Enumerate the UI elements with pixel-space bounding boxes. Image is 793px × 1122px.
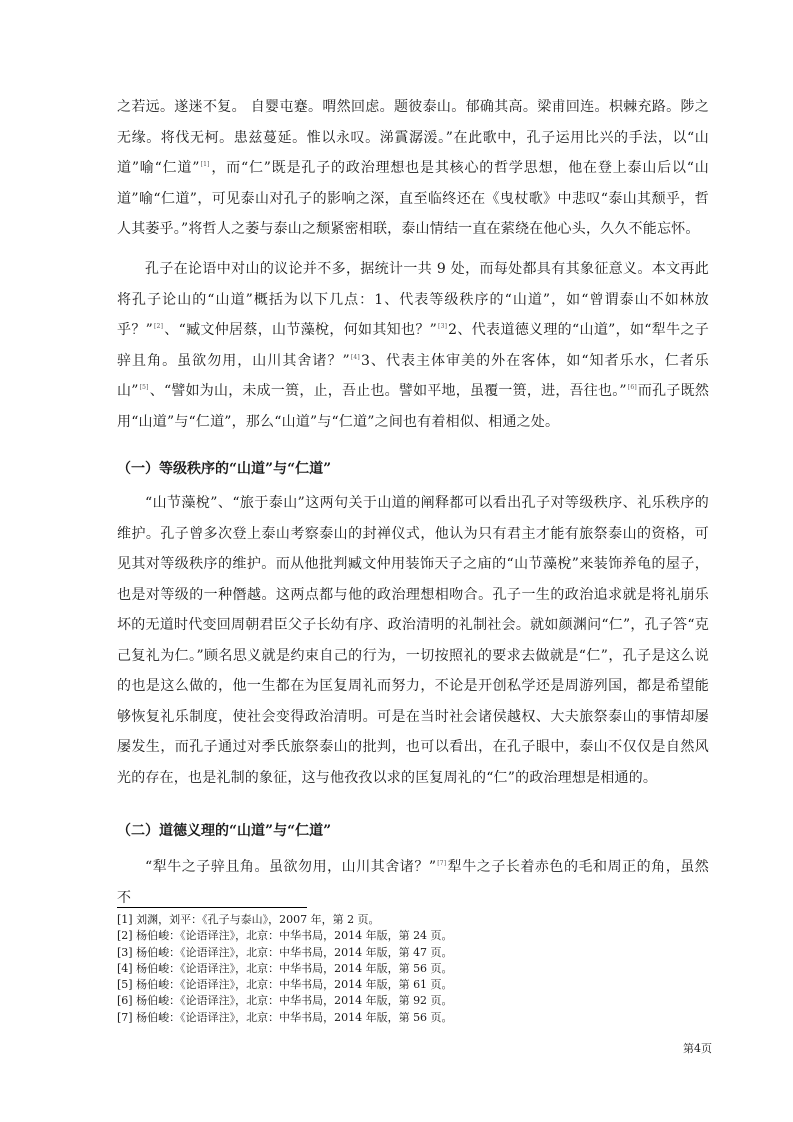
paragraph-3 [117, 488, 709, 793]
paragraph-text: “山节藻梲”、“旅于泰山”这两句关于山道的阐释都可以看出孔子对等级秩序、礼乐秩序的维护。孔子曾多次登上泰山考察泰山的封禅仪式，他认为只有君主才能有旅祭泰山的资格，可见其对等级秩序的维护。而从他批判臧文仲用装饰天子之庙的“山节藻梲”来装饰养龟的屋子，也是对等级的一种僭越。这两点都与他的政治理想相吻合。孔子一生的政治追求就是将礼崩乐坏的无道时代变回周朝君臣父子长幼有序、政治清明的礼制社会。就如颜渊问“仁”，孔子答“克己复礼为仁。”顾名思义就是约束自己的行为，一切按照礼的要求去做就是“仁”，孔子是这么说的也是这么做的，他一生都在为匡复周礼而努力，不论是开创私学还是周游列国，都是希望能够恢复礼乐制度，使社会变得政治清明。可是在当时社会诸侯越权、大夫旅祭泰山的事情却屡屡发生，而孔子通过对季氏旅祭泰山的批判，也可以看出，在孔子眼中，泰山不仅仅是自然风光的存在，也是礼制的象征，这与他孜孜以求的匡复周礼的“仁”的政治理想是相通的。 [117, 495, 709, 786]
footnote-2: [2] 杨伯峻：《论语译注》，北京：中华书局，2014 年版，第 24 页。 [117, 929, 453, 943]
paragraph-text: 3、代表主体审美的外在客体，如“知者乐水，仁者乐山” [117, 352, 709, 399]
paragraph-text: 孔子在论语中对山的议论并不多，据统计一共 9 处，而每处都具有其象征意义。本文再此将孔子论山的“山道”概括为以下几点：1、代表等级秩序的“山道”，如“曾谓泰山不如林放乎？” [117, 261, 709, 338]
paragraph-text: ，而“仁”既是孔子的政治理想也是其核心的哲学思想，他在登上泰山后以“山道”喻“仁道”，可见泰山对孔子的影响之深，直至临终还在《曳杖歌》中悲叹“泰山其颓乎，哲人其萎乎。”将哲人之萎与泰山之颓紧密相联，泰山情结一直在萦绕在他心头，久久不能忘怀。 [117, 160, 709, 237]
footnote-ref-2[interactable]: [2] [154, 323, 164, 331]
section-heading-1: （一）等级秩序的“山道”与“仁道” [117, 461, 332, 477]
footnote-ref-7[interactable]: [7] [437, 860, 447, 868]
footnotes [117, 912, 677, 1026]
paragraph-4 [117, 852, 709, 913]
paragraph-text: 、“譬如为山，未成一篑，止，吾止也。譬如平地，虽覆一篑，进，吾往也。” [149, 383, 627, 399]
footnote-divider [117, 907, 307, 908]
paragraph-text: 、“臧文仲居蔡，山节藻梲，何如其知也？” [164, 322, 438, 338]
paragraph-text: 之若远。遂迷不复。 自婴屯蹇。喟然回虑。题彼泰山。郁确其高。梁甫回连。枳棘充路。陟之无缘。将伐无柯。患兹蔓延。惟以永叹。涕霣潺湲。”在此歌中，孔子运用比兴的手法，以“山道”喻“仁道” [117, 99, 709, 176]
paragraph-text: 犁牛之子长着赤色的毛和周正的角，虽然不 [117, 859, 709, 906]
page-number: 第4页 [683, 1042, 712, 1055]
paragraph-2 [117, 254, 709, 437]
footnote-1: [1] 刘渊，刘平：《孔子与泰山》，2007 年，第 2 页。 [117, 913, 380, 926]
footnote-ref-1[interactable]: [1] [200, 161, 210, 169]
footnote-6: [6] 杨伯峻：《论语译注》，北京：中华书局，2014 年版，第 92 页。 [117, 994, 453, 1008]
paragraph-text: 而孔子既然用“山道”与“仁道”，那么“山道”与“仁道”之间也有着相似、相通之处。 [117, 383, 710, 430]
footnote-ref-4[interactable]: [4] [350, 353, 360, 361]
footnote-4: [4] 杨伯峻：《论语译注》，北京：中华书局，2014 年版，第 56 页。 [117, 961, 453, 975]
footnote-ref-3[interactable]: [3] [438, 323, 448, 331]
footnote-ref-6[interactable]: [6] [627, 384, 637, 392]
paragraph-text: 2、代表道德义理的“山道”，如“犁牛之子骍且角。虽欲勿用，山川其舍诸？” [117, 322, 709, 369]
paragraph-1 [117, 92, 709, 245]
paragraph-text: “犁牛之子骍且角。虽欲勿用，山川其舍诸？” [145, 859, 437, 875]
footnote-5: [5] 杨伯峻：《论语译注》，北京：中华书局，2014 年版，第 61 页。 [117, 978, 453, 992]
footnote-3: [3] 杨伯峻：《论语译注》，北京：中华书局，2014 年版，第 47 页。 [117, 945, 453, 959]
footnote-ref-5[interactable]: [5] [139, 384, 149, 392]
footnote-7: [7] 杨伯峻：《论语译注》，北京：中华书局，2014 年版，第 56 页。 [117, 1010, 453, 1024]
section-heading-2: （二）道德义理的“山道”与“仁道” [117, 823, 332, 839]
